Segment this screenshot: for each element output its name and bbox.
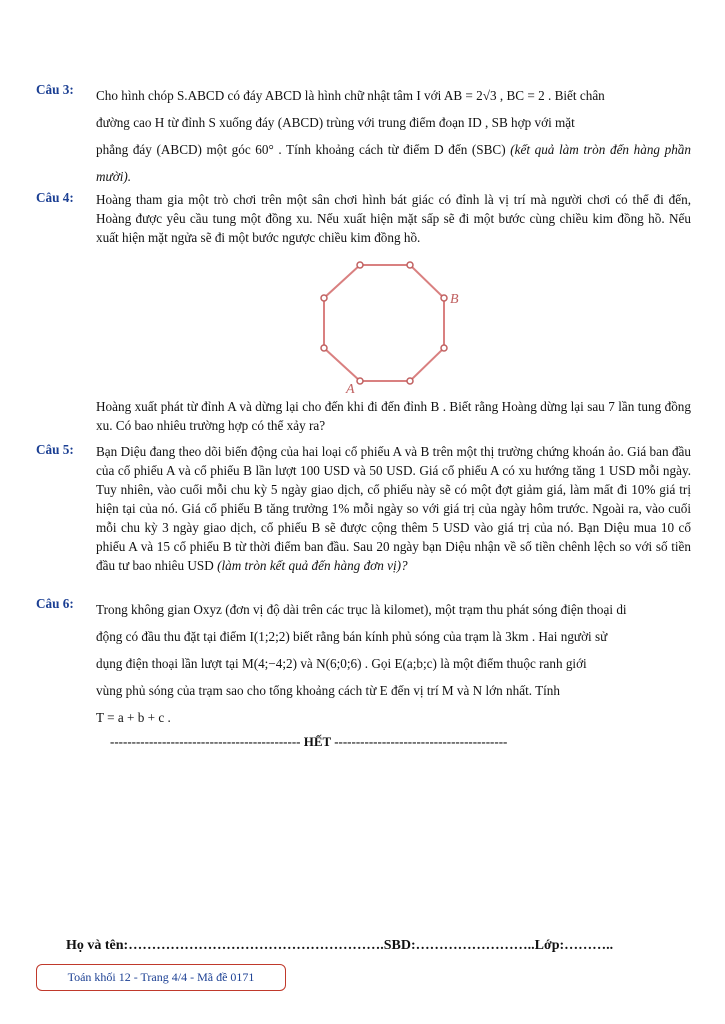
question-body — [96, 397, 691, 435]
vertex — [441, 345, 447, 351]
question-line: Cho hình chóp S.ABCD có đáy ABCD là hình chữ nhật tâm I với AB = 2√3 , BC = 2 . Biết chân — [96, 88, 605, 103]
vertex — [441, 295, 447, 301]
question-note: (làm tròn kết quả đến hàng đơn vị)? — [217, 558, 408, 573]
question-body — [96, 442, 691, 575]
vertex — [357, 378, 363, 384]
question-line: Trong không gian Oxyz (đơn vị độ dài trên các trục là kilomet), một trạm thu phát sóng điện thoại di — [96, 602, 627, 617]
question-label: Câu 3: — [36, 82, 74, 97]
vertex — [321, 295, 327, 301]
octagon-diagram — [310, 255, 470, 395]
vertex — [357, 262, 363, 268]
question-text: phẳng đáy (ABCD) một góc 60° . Tính khoảng cách từ điểm D đến (SBC) — [96, 142, 506, 157]
student-info-line: Họ và tên:……………………………………………….SBD:……………………..Lớp:……….. — [66, 938, 614, 953]
question-main-text: Bạn Diệu đang theo dõi biến động của hai loại cổ phiếu A và B trên một thị trường chứng khoán ảo. Giá ban đầu của cổ phiếu A và cổ phiếu B lần lượt 100 USD và 50 USD. Giá cổ phiếu A có xu hướng tăng 1 USD mỗi ngày. Tuy nhiên, vào cuối mỗi chu kỳ 5 ngày giao dịch, cổ phiếu này sẽ có một đợt giảm giá, làm mất đi 10% giá trị hiện tại của nó. Giá cổ phiếu B tăng trưởng 1% mỗi ngày so với giá trị của ngày hôm trước. Ngoài ra, vào cuối mỗi chu kỳ 3 ngày giao dịch, cổ phiếu B sẽ được cộng thêm 5 USD vào giá trị của nó. Bạn Diệu mua 10 cổ phiếu A và 15 cổ phiếu B từ thời điểm ban đầu. Sau 20 ngày bạn Diệu nhận về số tiền chênh lệch so với số tiền đầu tư bao nhiêu USD — [96, 444, 691, 573]
question-4 — [36, 190, 691, 247]
question-line: động có đầu thu đặt tại điểm I(1;2;2) biết rằng bán kính phủ sóng của trạm là 3km . Hai người sử — [96, 629, 608, 644]
question-6 — [36, 596, 691, 731]
question-3 — [36, 82, 691, 190]
question-body — [96, 190, 691, 247]
end-marker: -------------------------------------------- HẾT ---------------------------------------- — [110, 734, 508, 749]
octagon-vertices — [321, 262, 447, 384]
page-footer — [36, 964, 286, 991]
vertex — [407, 378, 413, 384]
question-label: Câu 5: — [36, 442, 74, 457]
question-text: Hoàng tham gia một trò chơi trên một sân chơi hình bát giác có đỉnh là vị trí mà người chơi có thể đi đến, Hoàng được yêu cầu tung một đồng xu. Nếu xuất hiện mặt sấp sẽ đi một bước cùng chiều kim đồng hồ. Nếu xuất hiện mặt ngửa sẽ đi một bước ngược chiều kim đồng hồ. — [96, 192, 691, 245]
vertex-label-a: A — [346, 382, 355, 395]
footer-text: Toán khối 12 - Trang 4/4 - Mã đề 0171 — [67, 970, 255, 984]
question-text — [96, 442, 691, 575]
question-body — [96, 596, 691, 731]
question-note: (kết quả làm tròn đến hàng phần mười). — [96, 142, 691, 184]
vertex-label-b: B — [450, 292, 459, 307]
vertex — [407, 262, 413, 268]
question-body — [96, 82, 691, 190]
question-5 — [36, 442, 691, 575]
question-label: Câu 6: — [36, 596, 74, 611]
question-4-continued — [36, 397, 691, 435]
question-line: dụng điện thoại lần lượt tại M(4;−4;2) và N(6;0;6) . Gọi E(a;b;c) là một điểm thuộc ranh giới — [96, 656, 587, 671]
octagon-figure — [310, 255, 470, 395]
question-label: Câu 4: — [36, 190, 74, 205]
question-line — [96, 136, 691, 190]
octagon-shape — [324, 265, 444, 381]
question-line: đường cao H từ đỉnh S xuống đáy (ABCD) trùng với trung điểm đoạn ID , SB hợp với mặt — [96, 115, 575, 130]
question-line: T = a + b + c . — [96, 710, 171, 725]
question-text: Hoàng xuất phát từ đỉnh A và dừng lại cho đến khi đi đến đỉnh B . Biết rằng Hoàng dừng lại sau 7 lần tung đồng xu. Có bao nhiêu trường hợp có thể xảy ra? — [96, 399, 691, 433]
vertex — [321, 345, 327, 351]
question-line: vùng phủ sóng của trạm sao cho tổng khoảng cách từ E đến vị trí M và N lớn nhất. Tính — [96, 683, 560, 698]
